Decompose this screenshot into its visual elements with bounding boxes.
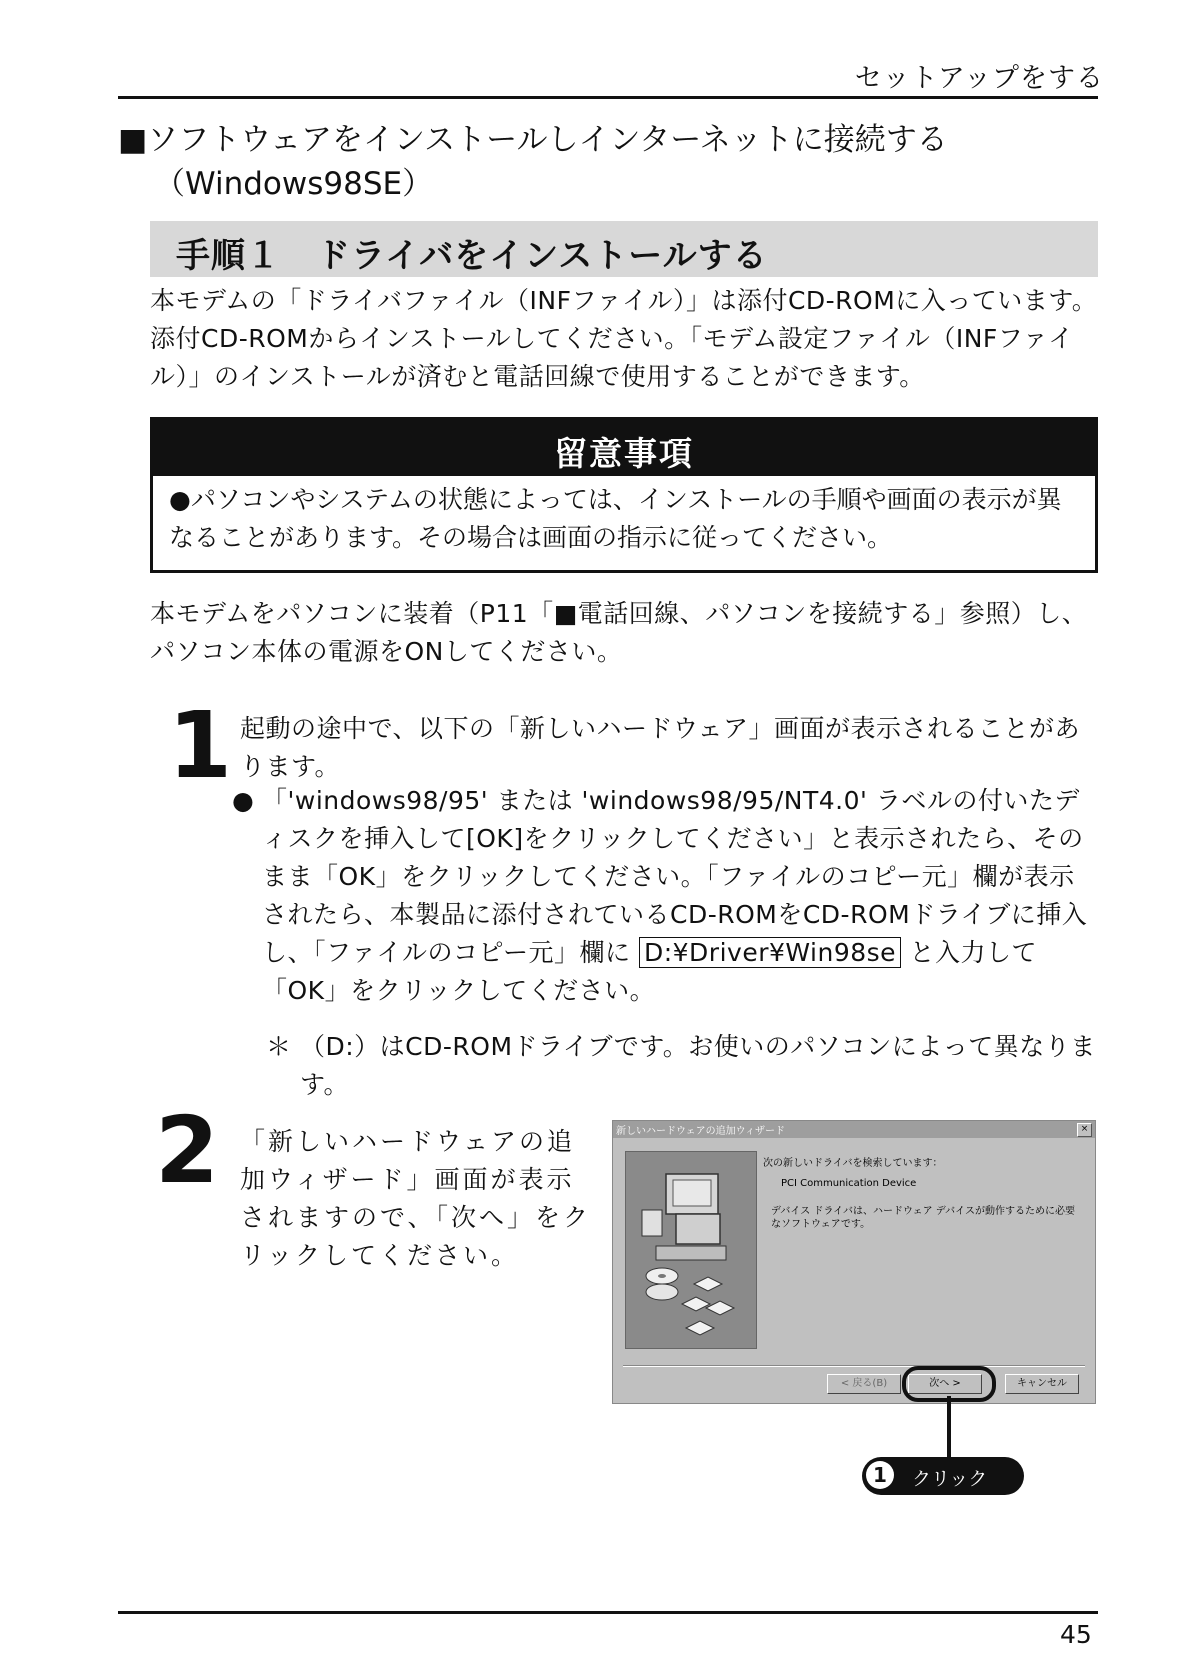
dialog-separator	[623, 1365, 1085, 1367]
intro-paragraph: 本モデムの「ドライバファイル（INFファイル）」は添付CD-ROMに入っています。添付CD-ROMからインストールしてください。「モデム設定ファイル（INFファイル）」のインストールが済むと電話回線で使用することができます。	[150, 286, 1098, 391]
callout-pointer	[947, 1396, 951, 1459]
close-icon[interactable]: ×	[1077, 1123, 1092, 1137]
step-number-2: 2	[155, 1097, 220, 1204]
wizard-dialog	[612, 1120, 1096, 1404]
step-heading: 手順１ ドライバをインストールする	[176, 236, 768, 276]
dialog-driver-note: デバイス ドライバは、ハードウェア デバイスが動作するために必要なソフトウェアです。	[771, 1206, 1076, 1230]
cancel-button[interactable]: キャンセル	[1005, 1374, 1079, 1394]
section-title	[118, 118, 1098, 206]
prep-paragraph: 本モデムをパソコンに装着（P11「■電話回線、パソコンを接続する」参照）し、パソコン本体の電源をONしてください。	[150, 599, 1088, 666]
back-button[interactable]: < 戻る(B)	[827, 1374, 901, 1394]
notice-body: ●パソコンやシステムの状態によっては、インストールの手順や画面の表示が異なることがあります。その場合は画面の指示に従ってください。	[169, 485, 1062, 552]
asterisk-mark: ＊	[266, 1032, 292, 1061]
computer-cd-icon	[626, 1152, 756, 1348]
callout-label: クリック	[912, 1468, 988, 1490]
running-header: セットアップをする	[854, 63, 1104, 94]
dialog-search-text: 次の新しいドライバを検索しています：	[763, 1158, 943, 1169]
step1-bullet-text	[262, 782, 1100, 1010]
footer-rule	[118, 1611, 1098, 1614]
notice-header	[153, 420, 1095, 476]
step1-text: 起動の途中で、以下の「新しいハードウェア」画面が表示されることがあります。	[240, 714, 1081, 781]
page-number: 45	[1060, 1620, 1092, 1649]
next-button[interactable]: 次へ >	[908, 1374, 982, 1394]
step-number-1: 1	[168, 692, 233, 799]
notice-box	[150, 417, 1098, 573]
step1-bullet: ●	[232, 786, 254, 815]
step1-bullet-before: 「'windows98/95' または 'windows98/95/NT4.0' ラベルの付いたディスクを挿入して[OK]をクリックしてください」と表示されたら、そのまま「OK」をクリックしてください。「ファイルのコピー元」欄が表示されたら、本製品に添付されているCD-ROMをCD-ROMドライブに挿入し、「ファイルのコピー元」欄に	[262, 786, 1088, 967]
dialog-device-name: PCI Communication Device	[781, 1178, 917, 1189]
dialog-titlebar	[613, 1121, 1095, 1138]
step1-note: （D:）はCD-ROMドライブです。お使いのパソコンによって異なります。	[300, 1032, 1096, 1099]
click-callout	[862, 1457, 1024, 1495]
callout-number: 1	[866, 1461, 894, 1489]
section-title-line1: ■ソフトウェアをインストールしインターネットに接続する	[118, 122, 948, 158]
step1-bullet-after: と入力して「OK」をクリックしてください。	[262, 938, 1038, 1005]
dialog-title: 新しいハードウェアの追加ウィザード	[616, 1126, 785, 1137]
section-title-line2: （Windows98SE）	[154, 166, 434, 202]
computer-illustration	[625, 1151, 757, 1349]
step-heading-bar	[150, 221, 1098, 277]
header-rule	[118, 96, 1098, 99]
notice-title: 留意事項	[554, 434, 694, 473]
step2-text: 「新しいハードウェアの追加ウィザード」画面が表示されますので、「次へ」をクリックしてください。	[240, 1127, 592, 1270]
driver-path: D:¥Driver¥Win98se	[639, 937, 901, 968]
